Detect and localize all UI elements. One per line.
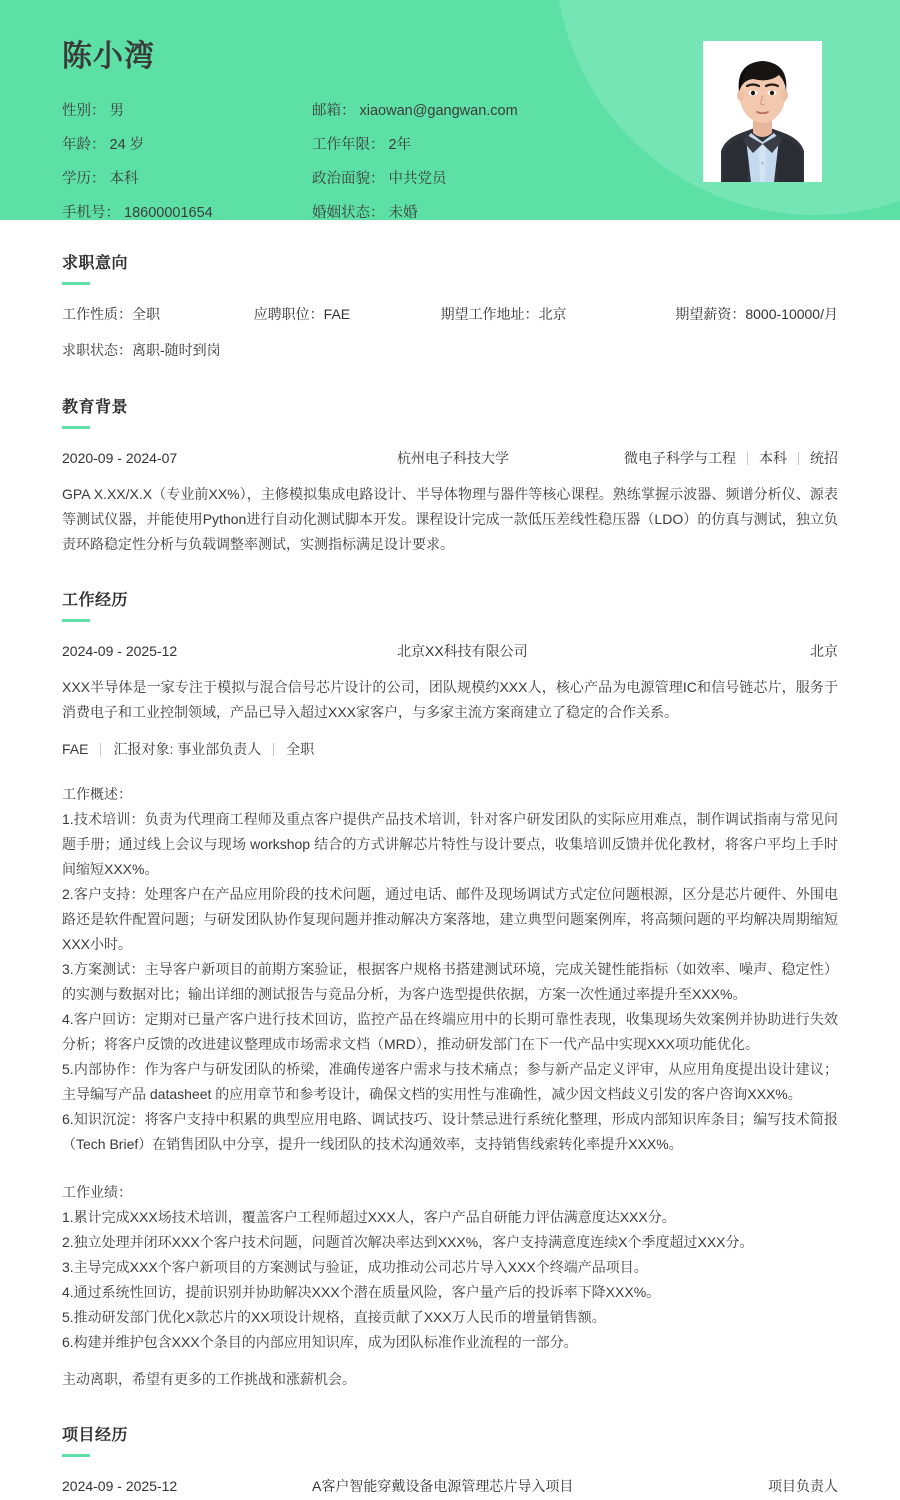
section-title-work-experience: 工作经历 — [62, 592, 129, 609]
section-accent-rule — [62, 282, 90, 285]
education-entry-header — [62, 444, 838, 472]
work-report-to: 汇报对象: 事业部负责人 — [113, 741, 262, 757]
value-location: 北京 — [538, 306, 567, 322]
label-salary: 期望薪资： — [675, 306, 746, 322]
job-intention-location — [441, 300, 676, 328]
work-date: 2024-09 - 2025-12 — [62, 643, 178, 659]
value-job-status: 离职-随时到岗 — [132, 342, 221, 358]
project-name: A客户智能穿戴设备电源管理芯片导入项目 — [312, 1478, 574, 1494]
section-title-education: 教育背景 — [62, 399, 129, 416]
work-achievement-item-6: 6.构建并维护包含XXX个条目的内部应用知识库，成为团队标准作业流程的一部分。 — [62, 1334, 578, 1350]
candidate-photo — [703, 41, 822, 182]
section-project-experience — [62, 1422, 838, 1500]
label-phone: 手机号： — [62, 204, 120, 220]
work-achievement-item-2: 2.独立处理并闭环XXX个客户技术问题，问题首次解决率达到XXX%，客户支持满意度连续X个季度超过XXX分。 — [62, 1234, 754, 1250]
section-education — [62, 394, 838, 557]
education-admission-type: 统招 — [810, 450, 838, 466]
label-location: 期望工作地址： — [440, 306, 539, 322]
work-company-description: XXX半导体是一家专注于模拟与混合信号芯片设计的公司，团队规模约XXX人，核心产品为电源管理IC和信号链芯片，服务于消费电子和工业控制领域，产品已导入超过XXX家客户，与多家主流方案商建立了稳定的合作关系。 — [62, 679, 838, 720]
resume-body — [0, 250, 900, 1500]
section-job-intention — [62, 250, 838, 364]
section-title-project-experience: 项目经历 — [62, 1427, 129, 1444]
label-job-status: 求职状态： — [62, 342, 132, 358]
divider — [273, 743, 274, 756]
label-experience-years: 工作年限： — [312, 136, 385, 153]
work-job-type: 全职 — [286, 741, 315, 757]
personal-info-education-level — [62, 166, 312, 192]
personal-info-marital-status — [312, 200, 900, 221]
job-intention-salary — [675, 300, 838, 328]
section-work-experience — [62, 587, 838, 1392]
personal-info-phone — [62, 200, 312, 221]
work-leave-reason: 主动离职，希望有更多的工作挑战和涨薪机会。 — [62, 1371, 356, 1387]
work-achievement-item-4: 4.通过系统性回访，提前识别并协助解决XXX个潜在质量风险，客户量产后的投诉率下降XXX%。 — [62, 1284, 661, 1300]
divider — [747, 452, 748, 465]
education-description: GPA X.XX/X.X（专业前XX%），主修模拟集成电路设计、半导体物理与器件等核心课程。熟练掌握示波器、频谱分析仪、源表等测试仪器，并能使用Python进行自动化测试脚本开发。课程设计完成一款低压差线性稳压器（LDO）的仿真与测试，独立负责环路稳定性分析与负载调整率测试，实测指标满足设计要求。 — [62, 486, 838, 552]
work-overview-label: 工作概述： — [62, 786, 132, 802]
divider — [798, 452, 799, 465]
section-accent-rule — [62, 619, 90, 622]
education-school: 杭州电子科技大学 — [397, 450, 509, 466]
work-overview-item-2: 2.客户支持：处理客户在产品应用阶段的技术问题，通过电话、邮件及现场调试方式定位问题根源，区分是芯片硬件、外围电路还是软件配置问题；与研发团队协作复现问题并推动解决方案落地，建立典型问题案例库，将高频问题的平均解决周期缩短XXX小时。 — [62, 886, 838, 952]
label-email: 邮箱： — [312, 102, 356, 119]
spacer — [62, 1157, 838, 1180]
work-role: FAE — [62, 741, 89, 757]
value-gender: 男 — [109, 102, 124, 119]
work-achievement-item-5: 5.推动研发部门优化X款芯片的XX项设计规格，直接贡献了XXX万人民币的增量销售额。 — [62, 1309, 606, 1325]
project-role: 项目负责人 — [768, 1478, 838, 1494]
work-achievement-label: 工作业绩： — [62, 1184, 132, 1200]
project-date: 2024-09 - 2025-12 — [62, 1478, 178, 1494]
value-position: FAE — [323, 306, 351, 322]
work-overview-item-3: 3.方案测试：主导客户新项目的前期方案验证，根据客户规格书搭建测试环境，完成关键性能指标（如效率、噪声、稳定性）的实测与数据对比；输出详细的测试报告与竞品分析，为客户选型提供依据，方案一次性通过率提升至XXX%。 — [62, 961, 838, 1002]
resume-header — [0, 0, 900, 220]
value-age: 24 岁 — [109, 136, 145, 153]
value-phone: 18600001654 — [124, 204, 213, 220]
value-education-level: 本科 — [109, 170, 139, 187]
section-accent-rule — [62, 1454, 90, 1457]
value-email: xiaowan@gangwan.com — [359, 102, 518, 119]
divider — [100, 743, 101, 756]
work-overview-item-4: 4.客户回访：定期对已量产客户进行技术回访，监控产品在终端应用中的长期可靠性表现，收集现场失效案例并协助进行失效分析；将客户反馈的改进建议整理成市场需求文档（MRD），推动研发部门在下一代产品中实现XXX项功能优化。 — [62, 1011, 838, 1052]
section-accent-rule — [62, 426, 90, 429]
job-intention-row-2 — [62, 336, 838, 364]
value-political-status: 中共党员 — [388, 170, 447, 187]
work-achievement-item-3: 3.主导完成XXX个客户新项目的方案测试与验证，成功推动公司芯片导入XXX个终端产品项目。 — [62, 1259, 648, 1275]
value-experience-years: 2年 — [388, 136, 412, 153]
work-overview-item-1: 1.技术培训：负责为代理商工程师及重点客户提供产品技术培训，针对客户研发团队的实际应用难点，制作调试指南与常见问题手册；通过线上会议与现场 workshop 结合的方式讲解芯片特性与设计要点，收集培训反馈并优化教材，将客户平均上手时间缩短XXX%。 — [62, 811, 838, 877]
education-major: 微电子科学与工程 — [624, 450, 736, 466]
job-intention-position — [254, 300, 441, 328]
work-city: 北京 — [810, 643, 838, 659]
value-work-type: 全职 — [132, 306, 160, 322]
work-overview-item-5: 5.内部协作：作为客户与研发团队的桥梁，准确传递客户需求与技术痛点；参与新产品定义评审，从应用角度提出设计建议；主导编写产品 datasheet 的应用章节和参考设计，确保文档的实用性与准确性，减少因文档歧义引发的客户咨询XXX%。 — [62, 1061, 838, 1102]
label-political-status: 政治面貌： — [312, 170, 385, 187]
job-intention-status — [62, 336, 262, 364]
education-tags — [624, 444, 838, 472]
label-education-level: 学历： — [62, 170, 106, 187]
work-overview-item-6: 6.知识沉淀：将客户支持中积累的典型应用电路、调试技巧、设计禁忌进行系统化整理，形成内部知识库条目；编写技术简报（Tech Brief）在销售团队中分享，提升一线团队的技术沟通效率，支持销售线索转化率提升XXX%。 — [62, 1111, 838, 1152]
personal-info-age — [62, 132, 312, 158]
work-achievement-item-1: 1.累计完成XXX场技术培训，覆盖客户工程师超过XXX人，客户产品自研能力评估满意度达XXX分。 — [62, 1209, 676, 1225]
label-age: 年龄： — [62, 136, 106, 153]
education-degree: 本科 — [759, 450, 787, 466]
section-title-job-intention: 求职意向 — [62, 255, 129, 272]
work-role-line — [62, 736, 838, 762]
job-intention-work-type — [62, 300, 254, 328]
job-intention-row-1 — [62, 300, 838, 328]
label-gender: 性别： — [62, 102, 106, 119]
value-salary: 8000-10000/月 — [745, 306, 838, 322]
label-marital-status: 婚姻状态： — [312, 204, 385, 220]
candidate-name: 陈小湾 — [62, 40, 155, 73]
personal-info-gender — [62, 98, 312, 124]
label-work-type: 工作性质： — [62, 306, 132, 322]
value-marital-status: 未婚 — [388, 204, 418, 220]
project-entry-header — [62, 1472, 838, 1500]
label-position: 应聘职位： — [253, 306, 324, 322]
education-date: 2020-09 - 2024-07 — [62, 450, 178, 466]
work-entry-header — [62, 637, 838, 665]
work-company: 北京XX科技有限公司 — [397, 643, 528, 659]
